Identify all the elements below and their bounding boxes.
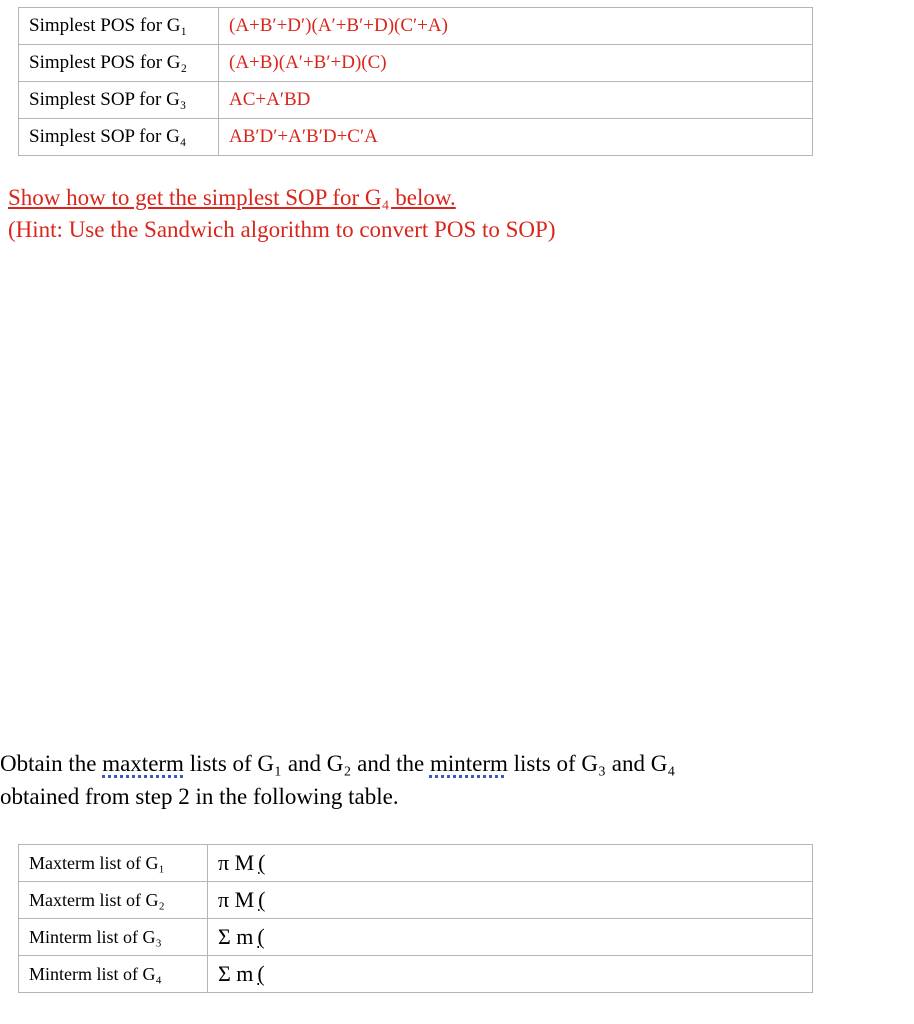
row-label: Maxterm list of G₂ (19, 882, 208, 919)
answer-cell[interactable] (208, 882, 813, 919)
row-value: (A+B)(A′+B′+D)(C) (219, 45, 813, 82)
row-label: Simplest POS for G₂ (19, 45, 219, 82)
table-row (19, 8, 813, 45)
task-text: lists of G₃ and G₄ (507, 751, 676, 776)
row-value: (A+B′+D′)(A′+B′+D)(C′+A) (219, 8, 813, 45)
table-row (19, 119, 813, 156)
open-paren: ( (258, 850, 266, 875)
row-value: AB′D′+A′B′D+C′A (219, 119, 813, 156)
table-row (19, 845, 813, 882)
task-text: Obtain the (0, 751, 103, 776)
pi-symbol: π M (218, 887, 255, 912)
task-paragraph-line1 (0, 751, 675, 777)
row-label: Simplest POS for G₁ (19, 8, 219, 45)
task-paragraph-line2: obtained from step 2 in the following table. (0, 784, 399, 809)
table-row (19, 82, 813, 119)
row-label: Minterm list of G₃ (19, 919, 208, 956)
instruction-hint: (Hint: Use the Sandwich algorithm to convert POS to SOP) (8, 217, 556, 242)
row-label: Simplest SOP for G₄ (19, 119, 219, 156)
table-row (19, 956, 813, 993)
task-text: lists of G₁ and G₂ and the (183, 751, 430, 776)
row-label: Simplest SOP for G₃ (19, 82, 219, 119)
instruction-heading: Show how to get the simplest SOP for G₄ below. (8, 185, 456, 210)
sigma-symbol: Σ m (218, 924, 254, 949)
row-value: AC+A′BD (219, 82, 813, 119)
sigma-symbol: Σ m (218, 961, 254, 986)
open-paren: ( (257, 961, 265, 986)
open-paren: ( (258, 887, 266, 912)
spellcheck-word[interactable]: maxterm (102, 751, 184, 776)
term-lists-table (18, 844, 813, 993)
row-label: Maxterm list of G₁ (19, 845, 208, 882)
spellcheck-word[interactable]: minterm (429, 751, 508, 776)
open-paren: ( (257, 924, 265, 949)
answer-cell[interactable] (208, 845, 813, 882)
answer-cell[interactable] (208, 919, 813, 956)
table-row (19, 882, 813, 919)
answer-cell[interactable] (208, 956, 813, 993)
row-label: Minterm list of G₄ (19, 956, 208, 993)
table-row (19, 45, 813, 82)
simplest-forms-table (18, 7, 813, 156)
table-row (19, 919, 813, 956)
pi-symbol: π M (218, 850, 255, 875)
